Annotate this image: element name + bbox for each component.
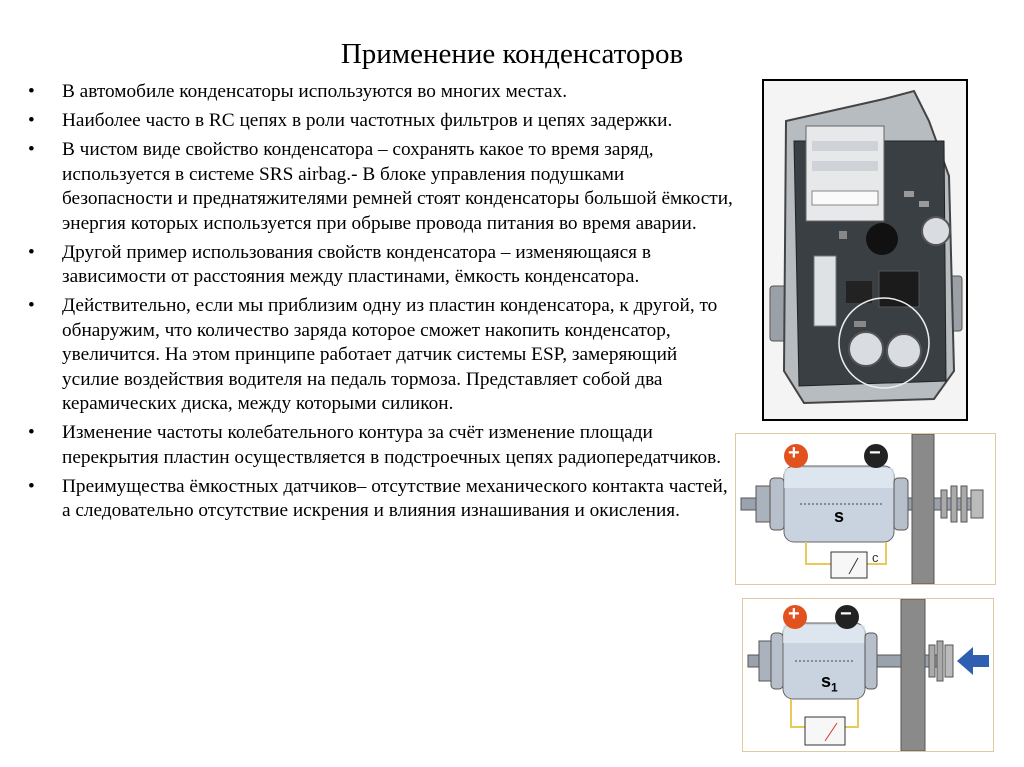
diagram-bottom-distance-label	[821, 671, 838, 695]
bullet-text: Изменение частоты колебательного контура за счёт изменение площади перекрытия пластин осуществляется в подстроечных цепях радиопередатчиков.	[62, 422, 722, 468]
bullet-item	[28, 421, 733, 470]
slide-title: Применение конденсаторов	[340, 38, 684, 70]
bullet-marker: •	[28, 110, 35, 131]
capacitor-diagram-top-drawing	[736, 434, 995, 584]
bullet-item	[28, 138, 733, 236]
push-arrow-icon	[957, 647, 989, 675]
bullet-list	[28, 80, 733, 528]
bullet-marker: •	[28, 422, 35, 443]
diagram-bottom-distance-subscript: 1	[831, 680, 838, 695]
bullet-marker: •	[28, 81, 35, 102]
bullet-text: Наиболее часто в RC цепях в роли частотных фильтров и цепях задержки.	[62, 110, 673, 131]
diagram-top-plus: +	[788, 442, 800, 464]
control-unit-drawing	[764, 81, 966, 419]
bullet-item	[28, 475, 733, 524]
bullet-item	[28, 109, 733, 134]
diagram-bottom-distance-letter: s	[821, 671, 832, 691]
bullet-text: Преимущества ёмкостных датчиков– отсутствие механического контакта частей, а следовательно отсутствие искрения и влияния изнашивания и окисления.	[62, 475, 728, 521]
bullet-item	[28, 241, 733, 290]
diagram-top-gauge-label: c	[872, 550, 879, 565]
airbag-control-unit-photo	[762, 79, 968, 421]
bullet-marker: •	[28, 295, 35, 316]
diagram-bottom-plus: +	[788, 603, 800, 625]
capacitor-gauge-icon	[831, 552, 867, 578]
bullet-marker: •	[28, 241, 35, 263]
capacitor-diagram-bottom	[742, 598, 994, 752]
bullet-text: Действительно, если мы приблизим одну из пластин конденсатора, к другой, то обнаружим, что количество заряда которое сможет накопить конденсатор, увеличится. На этом принципе работает датчик системы ESP, замеряющий усилие воздействия водителя на педаль тормоза. Представляет собой два керамических диска, между которыми силикон.	[62, 295, 718, 414]
bullet-text: В чистом виде свойство конденсатора – сохранять какое то время заряд, используется в системе SRS airbag.- В блоке управления подушками безопасности и преднатяжителями ремней стоят конденсаторы большой ёмкости, энергия которых используется при обрыве провода питания во время аварии.	[62, 139, 733, 234]
bullet-item	[28, 80, 733, 105]
diagram-bottom-minus: −	[840, 603, 852, 625]
bullet-marker: •	[28, 475, 35, 497]
diagram-top-distance-label: s	[834, 506, 845, 526]
diagram-top-minus: −	[869, 442, 881, 464]
bullet-marker: •	[28, 139, 35, 160]
capacitor-diagram-bottom-drawing	[743, 599, 993, 751]
bullet-text: Другой пример использования свойств конденсатора – изменяющаяся в зависимости от расстояния между пластинами, ёмкость конденсатора.	[62, 241, 651, 287]
bullet-text: В автомобиле конденсаторы используются во многих местах.	[62, 81, 568, 102]
capacitor-diagram-top	[735, 433, 996, 585]
bullet-item	[28, 294, 733, 417]
